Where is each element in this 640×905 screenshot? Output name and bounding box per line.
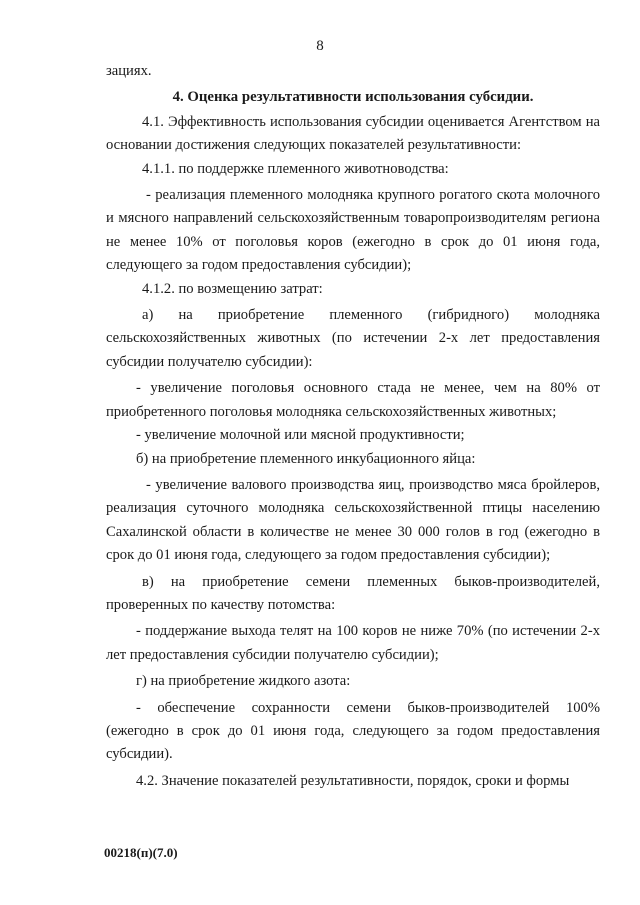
section-heading: 4. Оценка результативности использования субсидии.: [172, 89, 534, 106]
list-item: - поддержание выхода телят на 100 коров не ниже 70% (по истечении 2-х лет предоставления субсидии получателю субсидии);: [106, 623, 600, 663]
list-item: - увеличение поголовья основного стада не менее, чем на 80% от приобретенного поголовья молодняка сельскохозяйственных животных;: [106, 380, 600, 420]
paragraph-4-1: 4.1. Эффективность использования субсидии оценивается Агентством на основании достижения следующих показателей результативности:: [106, 113, 600, 154]
list-item: в) на приобретение семени племенных быков-производителей, проверенных по качеству потомства:: [106, 573, 600, 613]
paragraph-4-2: 4.2. Значение показателей результативности, порядок, сроки и формы: [136, 772, 570, 789]
list-item: б) на приобретение племенного инкубационного яйца:: [136, 450, 476, 467]
paragraph-4-1-1: 4.1.1. по поддержке племенного животноводства:: [142, 160, 449, 177]
document-body: [106, 60, 600, 793]
list-item: - реализация племенного молодняка крупного рогатого скота молочного и мясного направлений сельскохозяйственным товаропроизводителям региона не менее 10% от поголовья коров (ежегодно в срок до 01 июня года, следующего за годом предоставления субсидии);: [106, 187, 600, 274]
list-item: г) на приобретение жидкого азота:: [136, 673, 351, 690]
document-code: 00218(п)(7.0): [104, 845, 178, 860]
paragraph-continuation: зациях.: [106, 63, 152, 79]
page-number: 8: [316, 38, 324, 54]
paragraph-4-1-2: 4.1.2. по возмещению затрат:: [142, 280, 323, 297]
list-item: - увеличение молочной или мясной продуктивности;: [136, 427, 465, 444]
list-item: а) на приобретение племенного (гибридного) молодняка сельскохозяйственных животных (по истечении 2-х лет предоставления субсидии получателю субсидии):: [106, 307, 600, 370]
list-item: - обеспечение сохранности семени быков-производителей 100% (ежегодно в срок до 01 июня года, следующего за годом предоставления субсидии).: [106, 699, 600, 763]
list-item: - увеличение валового производства яиц, производство мяса бройлеров, реализация суточного молодняка сельскохозяйственной птицы населению Сахалинской области в количестве не менее 30 000 голов в год (ежегодно в срок до 01 июня года, следующего за годом предоставления субсидии);: [106, 476, 600, 564]
